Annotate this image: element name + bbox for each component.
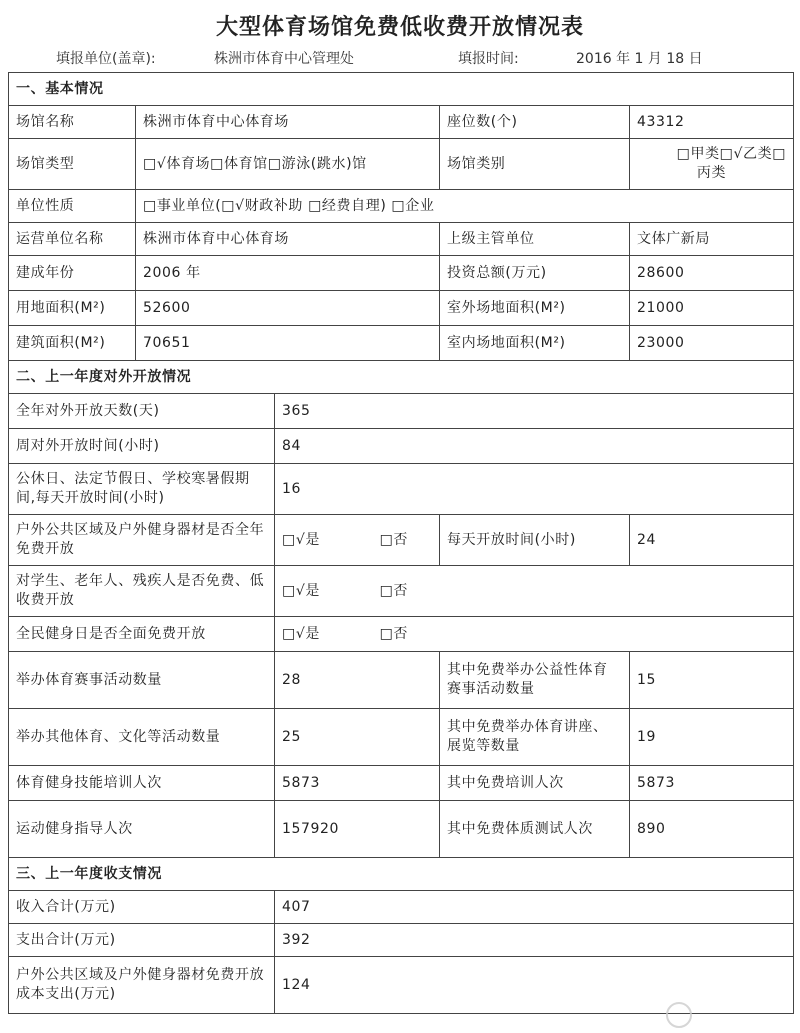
- income-value: 407: [275, 891, 794, 924]
- free-lectures-label: 其中免费举办体育讲座、展览等数量: [440, 709, 630, 766]
- holiday-hours-value: 16: [275, 464, 794, 515]
- training-label: 体育健身技能培训人次: [9, 766, 275, 801]
- venue-class-line2: 丙类: [696, 165, 727, 181]
- special-groups-yes-checkbox[interactable]: □√是: [282, 582, 320, 599]
- weekly-hours-label: 周对外开放时间(小时): [9, 429, 275, 464]
- special-groups-label: 对学生、老年人、残疾人是否免费、低收费开放: [9, 566, 275, 617]
- supervisor-label: 上级主管单位: [440, 223, 630, 256]
- free-lectures-value: 19: [630, 709, 794, 766]
- free-public-events-value: 15: [630, 652, 794, 709]
- venue-type-label: 场馆类型: [9, 139, 136, 190]
- free-training-value: 5873: [630, 766, 794, 801]
- venue-name-value: 株洲市体育中心体育场: [136, 106, 440, 139]
- building-area-label: 建筑面积(M²): [9, 326, 136, 361]
- outdoor-free-yes-checkbox[interactable]: □√是: [282, 531, 320, 548]
- seats-value: 43312: [630, 106, 794, 139]
- venue-type-value: □√体育场□体育馆□游泳(跳水)馆: [136, 139, 440, 190]
- other-events-value: 25: [275, 709, 440, 766]
- outdoor-area-value: 21000: [630, 291, 794, 326]
- special-groups-options: [275, 566, 794, 617]
- weekly-hours-value: 84: [275, 429, 794, 464]
- outdoor-area-label: 室外场地面积(M²): [440, 291, 630, 326]
- fitness-day-yes-checkbox[interactable]: □√是: [282, 625, 320, 642]
- section-2-header: 二、上一年度对外开放情况: [9, 361, 794, 394]
- outdoor-free-label: 户外公共区域及户外健身器材是否全年免费开放: [9, 515, 275, 566]
- outdoor-free-no-checkbox[interactable]: □否: [379, 531, 408, 548]
- investment-value: 28600: [630, 256, 794, 291]
- daily-hours-value: 24: [630, 515, 794, 566]
- free-public-events-label: 其中免费举办公益性体育赛事活动数量: [440, 652, 630, 709]
- operator-value: 株洲市体育中心体育场: [136, 223, 440, 256]
- unit-nature-label: 单位性质: [9, 190, 136, 223]
- sports-events-value: 28: [275, 652, 440, 709]
- operator-label: 运营单位名称: [9, 223, 136, 256]
- venue-name-label: 场馆名称: [9, 106, 136, 139]
- indoor-area-value: 23000: [630, 326, 794, 361]
- unit-nature-value: □事业单位(□√财政补助 □经费自理) □企业: [136, 190, 794, 223]
- section-1-header: 一、基本情况: [9, 73, 794, 106]
- income-label: 收入合计(万元): [9, 891, 275, 924]
- expense-value: 392: [275, 924, 794, 957]
- outdoor-cost-label: 户外公共区域及户外健身器材免费开放成本支出(万元): [9, 957, 275, 1014]
- fitness-day-label: 全民健身日是否全面免费开放: [9, 617, 275, 652]
- free-training-label: 其中免费培训人次: [440, 766, 630, 801]
- guidance-label: 运动健身指导人次: [9, 801, 275, 858]
- supervisor-value: 文体广新局: [630, 223, 794, 256]
- built-year-value: 2006 年: [136, 256, 440, 291]
- land-area-value: 52600: [136, 291, 440, 326]
- unit-value: 株洲市体育中心管理处: [214, 51, 354, 67]
- time-label: 填报时间:: [458, 51, 519, 67]
- other-events-label: 举办其他体育、文化等活动数量: [9, 709, 275, 766]
- expense-label: 支出合计(万元): [9, 924, 275, 957]
- daily-hours-label: 每天开放时间(小时): [440, 515, 630, 566]
- guidance-value: 157920: [275, 801, 440, 858]
- free-tests-label: 其中免费体质测试人次: [440, 801, 630, 858]
- seats-label: 座位数(个): [440, 106, 630, 139]
- unit-label: 填报单位(盖章):: [56, 51, 156, 67]
- holiday-hours-label: 公休日、法定节假日、学校寒暑假期间,每天开放时间(小时): [9, 464, 275, 515]
- fitness-day-options: [275, 617, 794, 652]
- watermark-logo: [666, 1001, 786, 1029]
- time-value: 2016 年 1 月 18 日: [576, 51, 703, 67]
- open-days-value: 365: [275, 394, 794, 429]
- indoor-area-label: 室内场地面积(M²): [440, 326, 630, 361]
- watermark-circle-icon: [666, 1002, 692, 1028]
- outdoor-cost-value: 124: [275, 957, 794, 1014]
- venue-class-label: 场馆类别: [440, 139, 630, 190]
- building-area-value: 70651: [136, 326, 440, 361]
- venue-class-value: [630, 139, 794, 190]
- section-3-header: 三、上一年度收支情况: [9, 858, 794, 891]
- investment-label: 投资总额(万元): [440, 256, 630, 291]
- sports-events-label: 举办体育赛事活动数量: [9, 652, 275, 709]
- training-value: 5873: [275, 766, 440, 801]
- fitness-day-no-checkbox[interactable]: □否: [379, 625, 408, 642]
- free-tests-value: 890: [630, 801, 794, 858]
- form-title: 大型体育场馆免费低收费开放情况表: [215, 15, 584, 40]
- special-groups-no-checkbox[interactable]: □否: [379, 582, 408, 599]
- land-area-label: 用地面积(M²): [9, 291, 136, 326]
- open-days-label: 全年对外开放天数(天): [9, 394, 275, 429]
- outdoor-free-options: [275, 515, 440, 566]
- venue-class-line1: □甲类□√乙类□: [676, 146, 787, 162]
- built-year-label: 建成年份: [9, 256, 136, 291]
- info-table: [8, 72, 794, 1014]
